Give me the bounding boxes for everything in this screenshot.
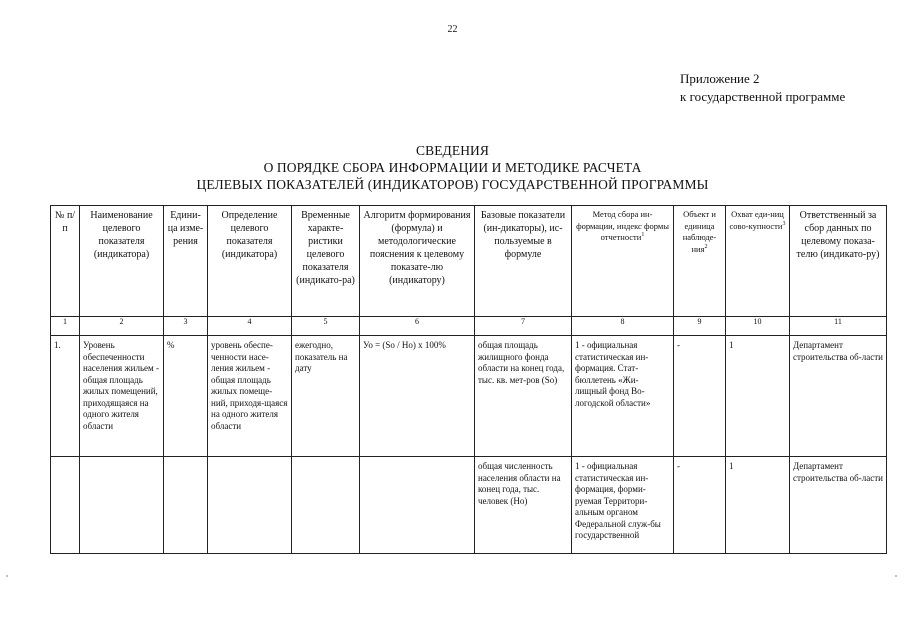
table-cell: % xyxy=(164,336,208,457)
table-cell: 1. xyxy=(51,336,80,457)
column-number: 8 xyxy=(572,317,674,336)
column-number: 9 xyxy=(674,317,726,336)
scan-speck xyxy=(895,575,897,577)
column-number: 3 xyxy=(164,317,208,336)
header-col-5: Временные характе-ристики целевого показателя (индикато-ра) xyxy=(292,206,360,317)
footnote-mark-3: 3 xyxy=(782,220,786,227)
column-number: 2 xyxy=(80,317,164,336)
table-cell: Уровень обеспеченности населения жильем - общая площадь жилых помещений, приходящаяся на одного жителя области xyxy=(80,336,164,457)
table-cell xyxy=(208,457,292,554)
table-cell: уровень обеспе-ченности насе-ления жильем - общая площадь жилых помеще-ний, приходя-щаяся на одного жителя области xyxy=(208,336,292,457)
scan-speck xyxy=(6,575,8,577)
table-cell: - xyxy=(674,336,726,457)
header-col-9-text: Объект и единица наблюде-ния xyxy=(682,209,717,254)
table-cell: Департамент строительства об-ласти xyxy=(790,457,887,554)
header-col-4: Определение целевого показателя (индикатора) xyxy=(208,206,292,317)
header-col-9 xyxy=(674,206,726,317)
header-col-8 xyxy=(572,206,674,317)
title-line-1: СВЕДЕНИЯ xyxy=(415,143,489,158)
table-cell: 1 - официальная статистическая ин-формация, форми-руемая Территори-альным органом Федеральной служ-бы государственной xyxy=(572,457,674,554)
header-col-7: Базовые показатели (ин-дикаторы), ис-пользуемые в формуле xyxy=(475,206,572,317)
header-col-8-text: Метод сбора ин-формации, индекс формы отчетности xyxy=(576,209,669,242)
table-cell: ежегодно, показатель на дату xyxy=(292,336,360,457)
column-number: 7 xyxy=(475,317,572,336)
table-cell xyxy=(360,457,475,554)
table-cell xyxy=(51,457,80,554)
annex-line-2: к государственной программе xyxy=(680,89,846,104)
header-col-6: Алгоритм формирования (формула) и методологические пояснения к целевому показате-лю (индикатору) xyxy=(360,206,475,317)
header-col-1: № п/п xyxy=(51,206,80,317)
table-cell xyxy=(292,457,360,554)
table-cell: общая численность населения области на конец года, тыс. человек (Но) xyxy=(475,457,572,554)
annex-line-1: Приложение 2 xyxy=(680,71,760,86)
column-number: 11 xyxy=(790,317,887,336)
header-col-11: Ответственный за сбор данных по целевому показа-телю (индикато-ру) xyxy=(790,206,887,317)
column-number: 5 xyxy=(292,317,360,336)
indicators-table xyxy=(50,205,887,554)
table-cell xyxy=(164,457,208,554)
table-cell: Департамент строительства об-ласти xyxy=(790,336,887,457)
column-number: 4 xyxy=(208,317,292,336)
title-line-3: ЦЕЛЕВЫХ ПОКАЗАТЕЛЕЙ (ИНДИКАТОРОВ) ГОСУДАРСТВЕННОЙ ПРОГРАММЫ xyxy=(196,177,709,192)
header-col-10 xyxy=(726,206,790,317)
column-number-row xyxy=(51,317,887,336)
document-title xyxy=(0,142,905,193)
table-cell: - xyxy=(674,457,726,554)
title-line-2: О ПОРЯДКЕ СБОРА ИНФОРМАЦИИ И МЕТОДИКЕ РАСЧЕТА xyxy=(263,160,642,175)
header-col-2: Наименование целевого показателя (индикатора) xyxy=(80,206,164,317)
table-cell: 1 xyxy=(726,457,790,554)
column-number: 1 xyxy=(51,317,80,336)
footnote-mark-1: 1 xyxy=(641,232,645,239)
column-number: 10 xyxy=(726,317,790,336)
header-col-3: Едини-ца изме-рения xyxy=(164,206,208,317)
table-cell xyxy=(80,457,164,554)
table-cell: общая площадь жилищного фонда области на конец года, тыс. кв. мет-ров (Sо) xyxy=(475,336,572,457)
table-row xyxy=(51,336,887,457)
table-cell: Уо = (Sо / Но) x 100% xyxy=(360,336,475,457)
page-number: 22 xyxy=(447,24,458,35)
table-cell: 1 - официальная статистическая ин-формация. Стат-бюллетень «Жи-лищный фонд Во-логодской области» xyxy=(572,336,674,457)
header-row xyxy=(51,206,887,317)
table-row xyxy=(51,457,887,554)
column-number: 6 xyxy=(360,317,475,336)
header-col-10-text: Охват еди-ниц сово-купности xyxy=(729,209,784,231)
annex-reference xyxy=(680,70,845,106)
footnote-mark-2: 2 xyxy=(704,243,708,250)
table-cell: 1 xyxy=(726,336,790,457)
